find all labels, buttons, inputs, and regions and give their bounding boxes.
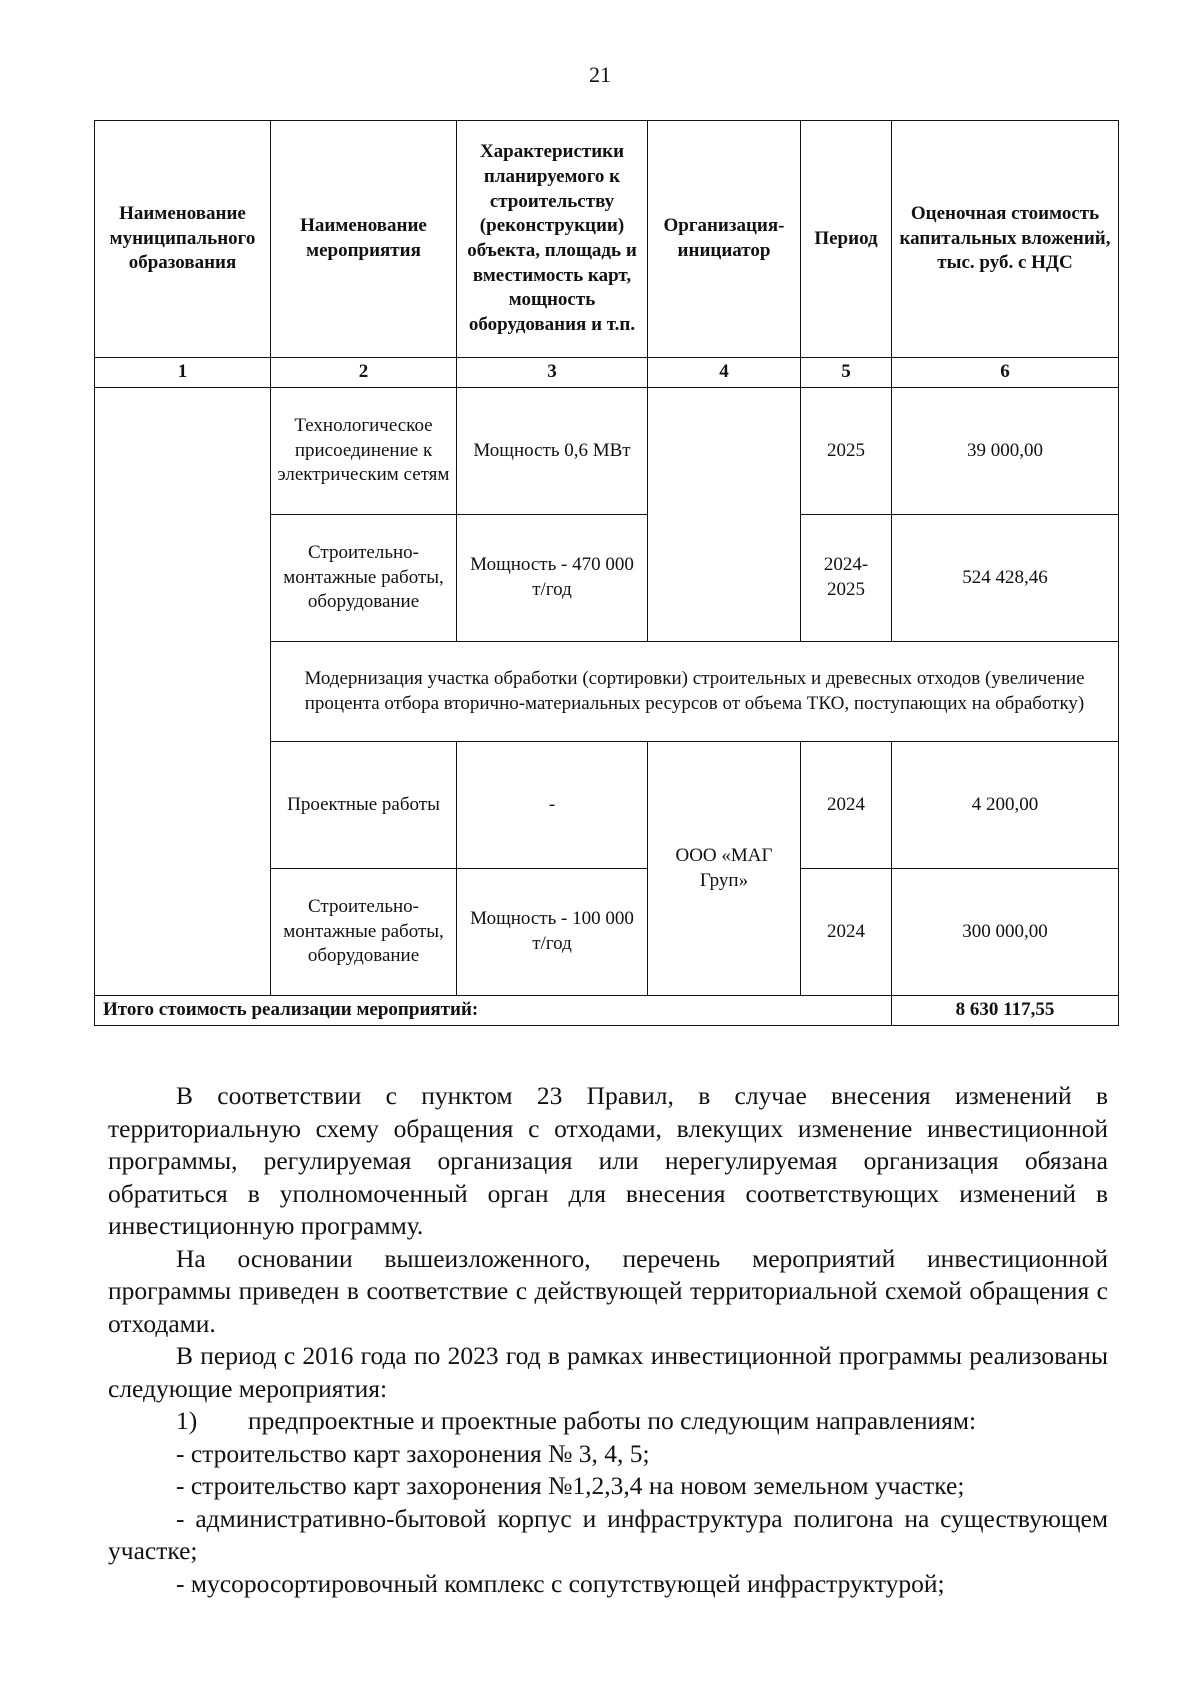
- numbered-list-item: [108, 1405, 1108, 1438]
- header-event: Наименование мероприятия: [271, 121, 457, 358]
- cost-cell: 524 428,46: [892, 515, 1119, 642]
- cost-cell: 39 000,00: [892, 388, 1119, 515]
- municipality-cell: [95, 388, 271, 996]
- paragraph: На основании вышеизложенного, перечень мероприятий инвестиционной программы приведен в соответствие с действующей территориальной схемой обращения с отходами.: [108, 1243, 1108, 1338]
- characteristics-cell: Мощность - 100 000 т/год: [457, 869, 648, 996]
- column-number: 5: [801, 358, 892, 388]
- header-municipality: Наименование муниципального образования: [95, 121, 271, 358]
- list-number: 1): [176, 1406, 198, 1435]
- bullet-item: - строительство карт захоронения №1,2,3,4 на новом земельном участке;: [176, 1471, 965, 1500]
- column-number: 6: [892, 358, 1119, 388]
- bullet-item: - мусоросортировочный комплекс с сопутствующей инфраструктурой;: [176, 1568, 945, 1598]
- total-label: Итого стоимость реализации мероприятий:: [95, 996, 892, 1026]
- characteristics-cell: Мощность - 470 000 т/год: [457, 515, 648, 642]
- column-number: 1: [95, 358, 271, 388]
- header-characteristics: Характеристики планируемого к строительству (реконструкции) объекта, площадь и вместимость карт, мощность оборудования и т.п.: [457, 121, 648, 358]
- header-cost: Оценочная стоимость капитальных вложений, тыс. руб. с НДС: [892, 121, 1119, 358]
- table-header-row: [95, 121, 1119, 358]
- period-cell: 2025: [801, 388, 892, 515]
- characteristics-cell: -: [457, 742, 648, 869]
- list-item-text: предпроектные и проектные работы по следующим направлениям:: [248, 1406, 977, 1435]
- page-number: 21: [589, 62, 611, 87]
- characteristics-cell: Мощность 0,6 МВт: [457, 388, 648, 515]
- organization-cell: ООО «МАГ Груп»: [648, 742, 801, 996]
- investment-table: [94, 120, 1119, 1026]
- section-title: Модернизация участка обработки (сортировки) строительных и древесных отходов (увеличение процента отбора вторично-материальных ресурсов от объема ТКО, поступающих на обработку): [271, 642, 1119, 742]
- bullet-item: - строительство карт захоронения № 3, 4, 5;: [176, 1438, 650, 1468]
- paragraph: В соответствии с пунктом 23 Правил, в случае внесения изменений в территориальную схему обращения с отходами, влекущих изменение инвестиционной программы, регулируемая организация или нерегулируемая организация обязана обратиться в уполномоченный орган для внесения соответствующих изменений в инвестиционную программу.: [108, 1081, 1108, 1240]
- column-number: 3: [457, 358, 648, 388]
- event-cell: Строительно-монтажные работы, оборудование: [271, 869, 457, 996]
- period-cell: 2024: [801, 869, 892, 996]
- column-numbers-row: [95, 358, 1119, 388]
- event-cell: Строительно-монтажные работы, оборудование: [271, 515, 457, 642]
- paragraph: В период с 2016 года по 2023 год в рамках инвестиционной программы реализованы следующие мероприятия:: [108, 1341, 1108, 1403]
- body-text: [108, 1080, 1108, 1600]
- period-cell: 2024: [801, 742, 892, 869]
- event-cell: Технологическое присоединение к электрическим сетям: [271, 388, 457, 515]
- period-cell: 2024-2025: [801, 515, 892, 642]
- total-row: [95, 996, 1119, 1026]
- bullet-item: - административно-бытовой корпус и инфраструктура полигона на существующем участке;: [108, 1503, 1108, 1565]
- event-cell: Проектные работы: [271, 742, 457, 869]
- header-organization: Организация-инициатор: [648, 121, 801, 358]
- column-number: 2: [271, 358, 457, 388]
- header-period: Период: [801, 121, 892, 358]
- table-row: [95, 388, 1119, 515]
- cost-cell: 4 200,00: [892, 742, 1119, 869]
- column-number: 4: [648, 358, 801, 388]
- organization-cell-empty: [648, 388, 801, 642]
- total-value: 8 630 117,55: [892, 996, 1119, 1026]
- cost-cell: 300 000,00: [892, 869, 1119, 996]
